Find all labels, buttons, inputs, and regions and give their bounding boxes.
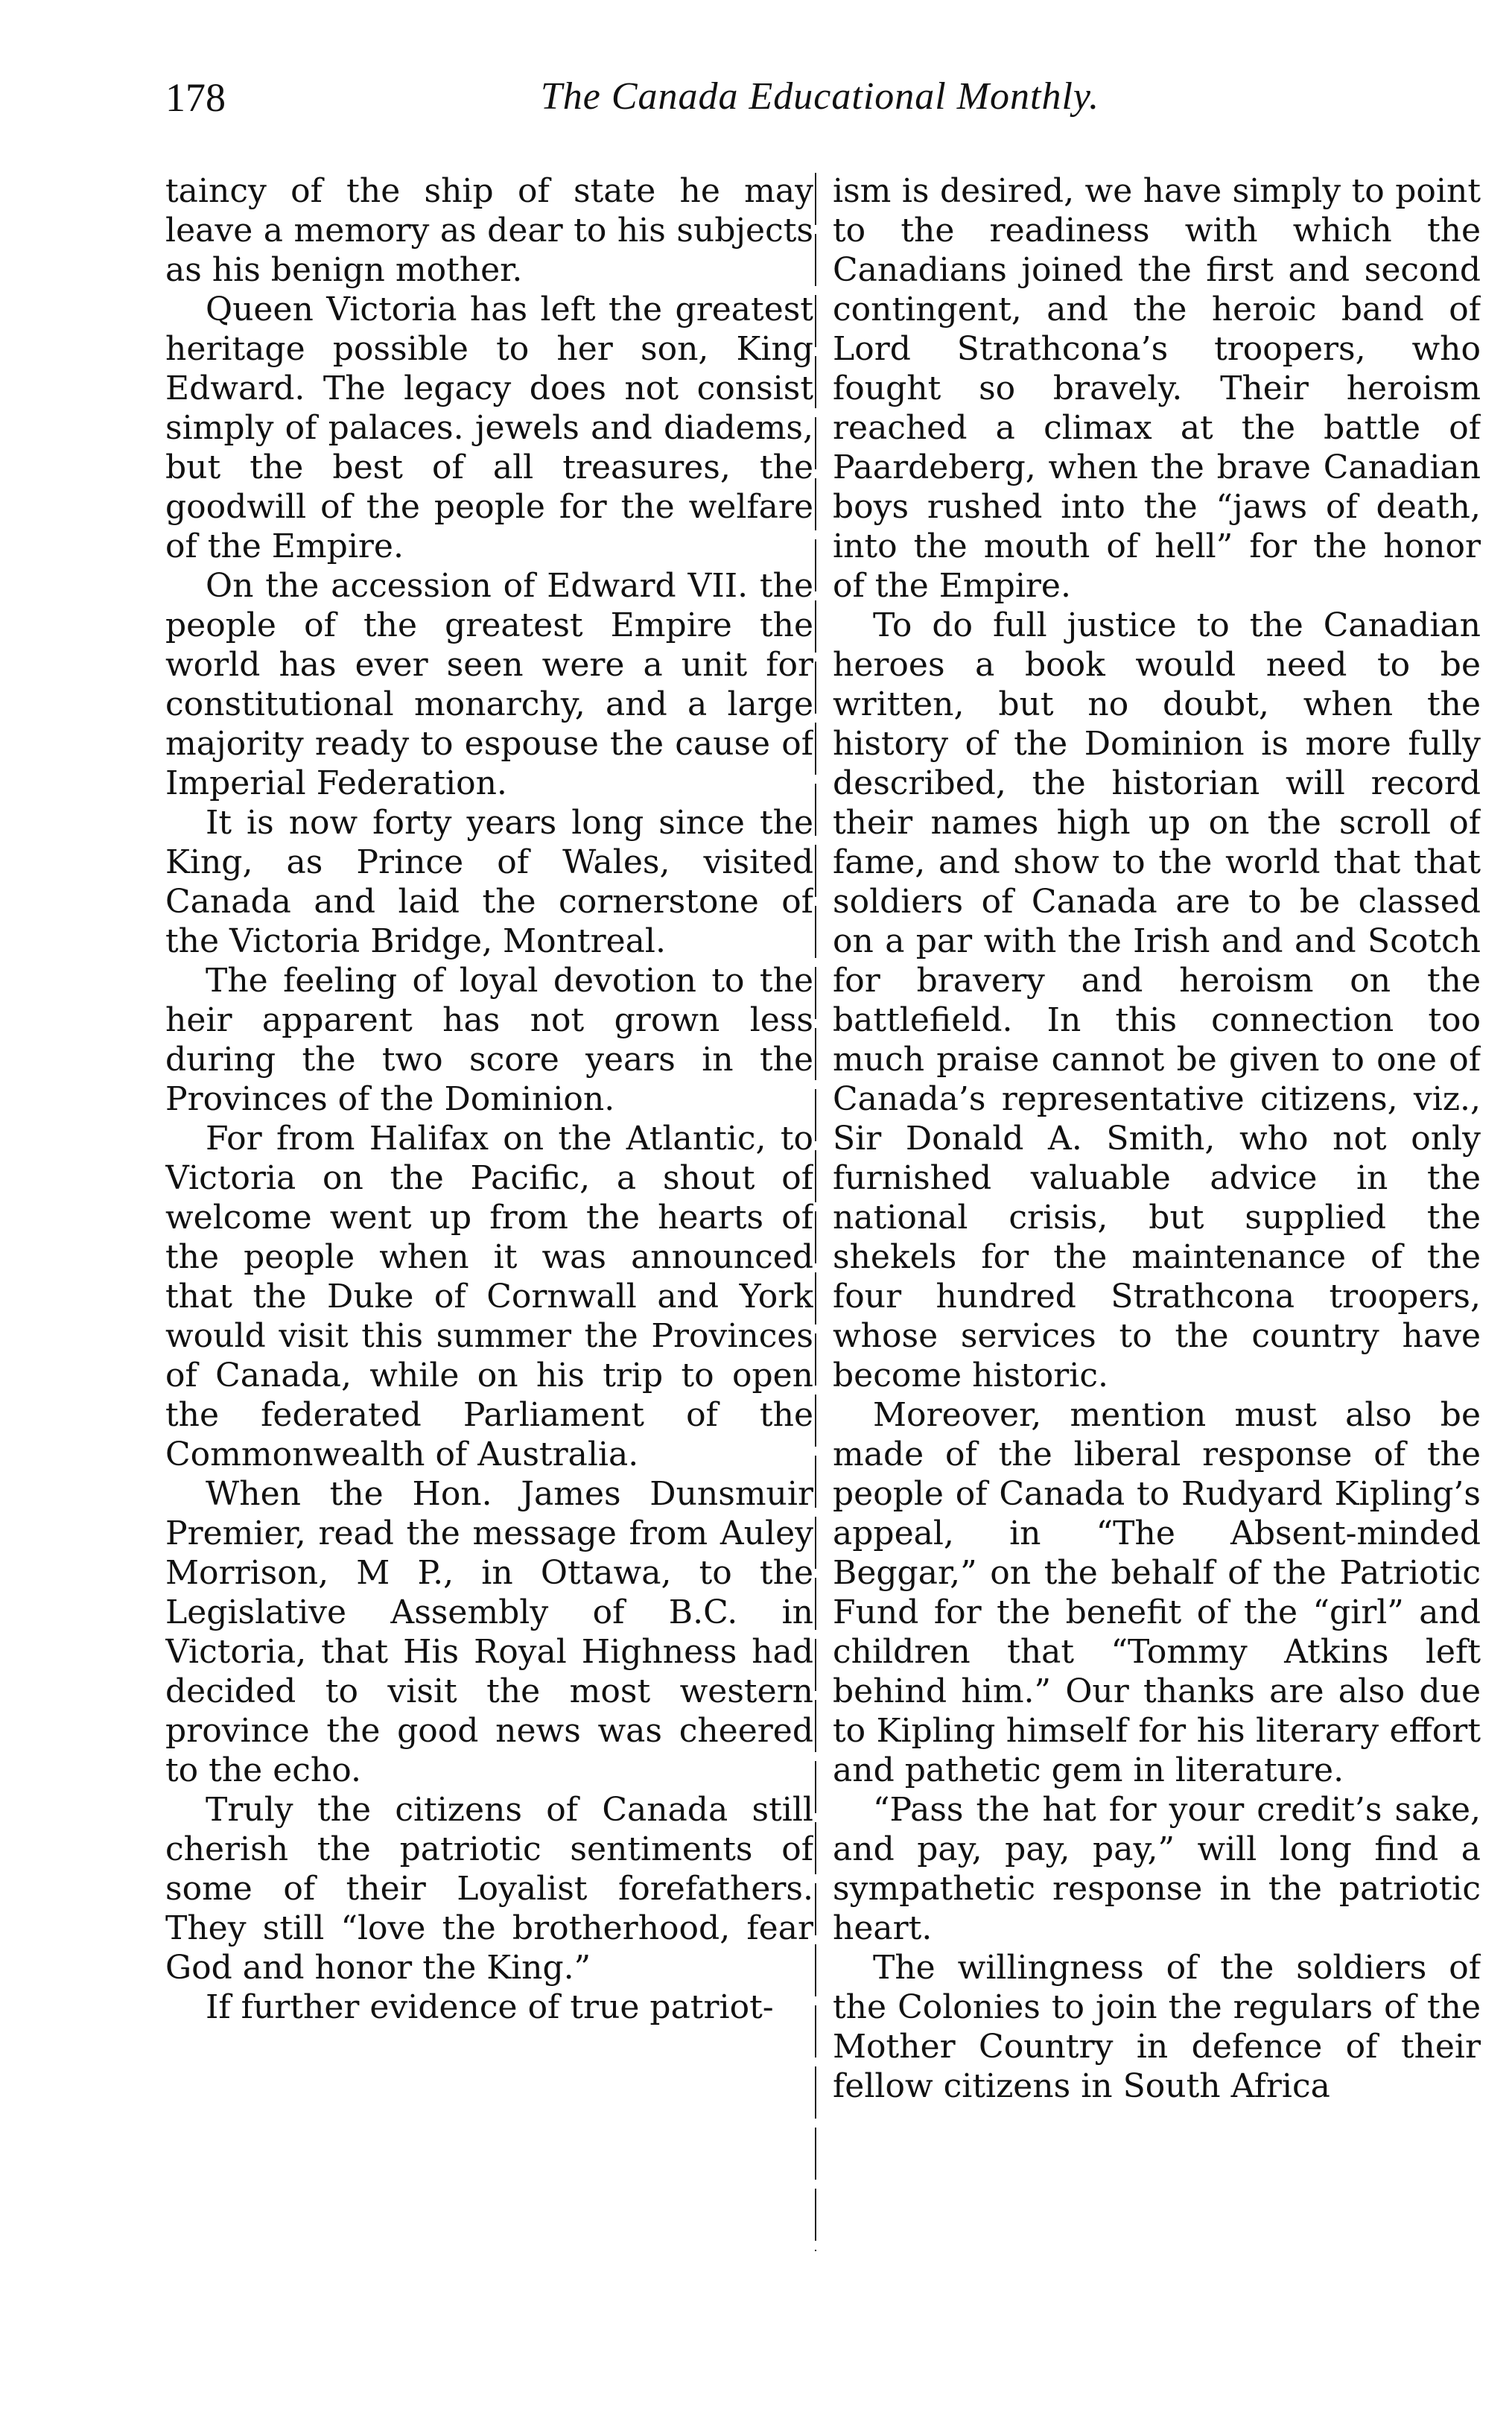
paragraph: On the accession of Edward VII. the people of the greatest Empire the world has ever seen were a unit for constitutional monarchy, and a large majority ready to espouse the cause of Imperial Federation. bbox=[165, 567, 813, 802]
paragraph: Truly the citizens of Canada still cherish the patriotic sentiments of some of their Loyalist forefathers. They still “love the brotherhood, fear God and honor the King.” bbox=[165, 1791, 813, 1987]
paragraph: Moreover, mention must also be made of the liberal response of the people of Canada to Rudyard Kipling’s appeal, in “The Absent-minded Beggar,” on the behalf of the Patriotic Fund for the benefit of the “girl” and children that “Tommy Atkins left behind him.” Our thanks are also due to Kipling himself for his literary effort and pathetic gem in literature. bbox=[833, 1396, 1481, 1789]
page-number: 178 bbox=[165, 75, 226, 120]
paragraph: “Pass the hat for your credit’s sake, and pay, pay, pay,” will long find a sympathetic response in the patriotic heart. bbox=[833, 1791, 1481, 1947]
paragraph: If further evidence of true patriot- bbox=[206, 1988, 774, 2026]
journal-title: The Canada Educational Monthly. bbox=[540, 75, 1100, 118]
paragraph: To do full justice to the Canadian heroes a book would need to be written, but no doubt, when the history of the Dominion is more fully described, the historian will record their names high up on the scroll of fame, and show to the world that that soldiers of Canada are to be classed on a par with the Irish and and Scotch for bravery and heroism on the battlefield. In this connection too much praise cannot be given to one of Canada’s representative citizens, viz., Sir Donald A. Smith, who not only furnished valuable advice in the national crisis, but supplied the shekels for the maintenance of the four hundred Strathcona troopers, whose services to the country have become historic. bbox=[833, 606, 1481, 1395]
right-column bbox=[833, 171, 1481, 2287]
paragraph: When the Hon. James Dunsmuir Premier, read the message from Auley Morrison, M P., in Ottawa, to the Legislative Assembly of B.C. in Victoria, that His Royal Highness had decided to visit the most western province the good news was cheered to the echo. bbox=[165, 1475, 813, 1789]
paragraph: The willingness of the soldiers of the Colonies to join the regulars of the Mother Country in defence of their fellow citizens in South Africa bbox=[833, 1949, 1481, 2105]
running-header bbox=[165, 74, 1475, 134]
column-divider bbox=[815, 173, 816, 2251]
paragraph: Queen Victoria has left the greatest heritage possible to her son, King Edward. The legacy does not consist simply of palaces. jewels and diadems, but the best of all treasures, the goodwill of the people for the welfare of the Empire. bbox=[165, 291, 813, 565]
left-column bbox=[165, 171, 813, 2287]
paragraph: The feeling of loyal devotion to the heir apparent has not grown less during the two score years in the Provinces of the Dominion. bbox=[165, 962, 813, 1118]
paragraph: taincy of the ship of state he may leave a memory as dear to his subjects as his benign mother. bbox=[165, 172, 813, 289]
paragraph: For from Halifax on the Atlantic, to Victoria on the Pacific, a shout of welcome went up from the hearts of the people when it was announced that the Duke of Cornwall and York would visit this summer the Provinces of Canada, while on his trip to open the federated Parliament of the Commonwealth of Australia. bbox=[165, 1120, 813, 1473]
paragraph: ism is desired, we have simply to point to the readiness with which the Canadians joined the first and second contingent, and the heroic band of Lord Strathcona’s troopers, who fought so bravely. Their heroism reached a climax at the battle of Paardeberg, when the brave Canadian boys rushed into the “jaws of death, into the mouth of hell” for the honor of the Empire. bbox=[833, 172, 1481, 605]
paragraph: It is now forty years long since the King, as Prince of Wales, visited Canada and laid the cornerstone of the Victoria Bridge, Montreal. bbox=[165, 804, 813, 960]
